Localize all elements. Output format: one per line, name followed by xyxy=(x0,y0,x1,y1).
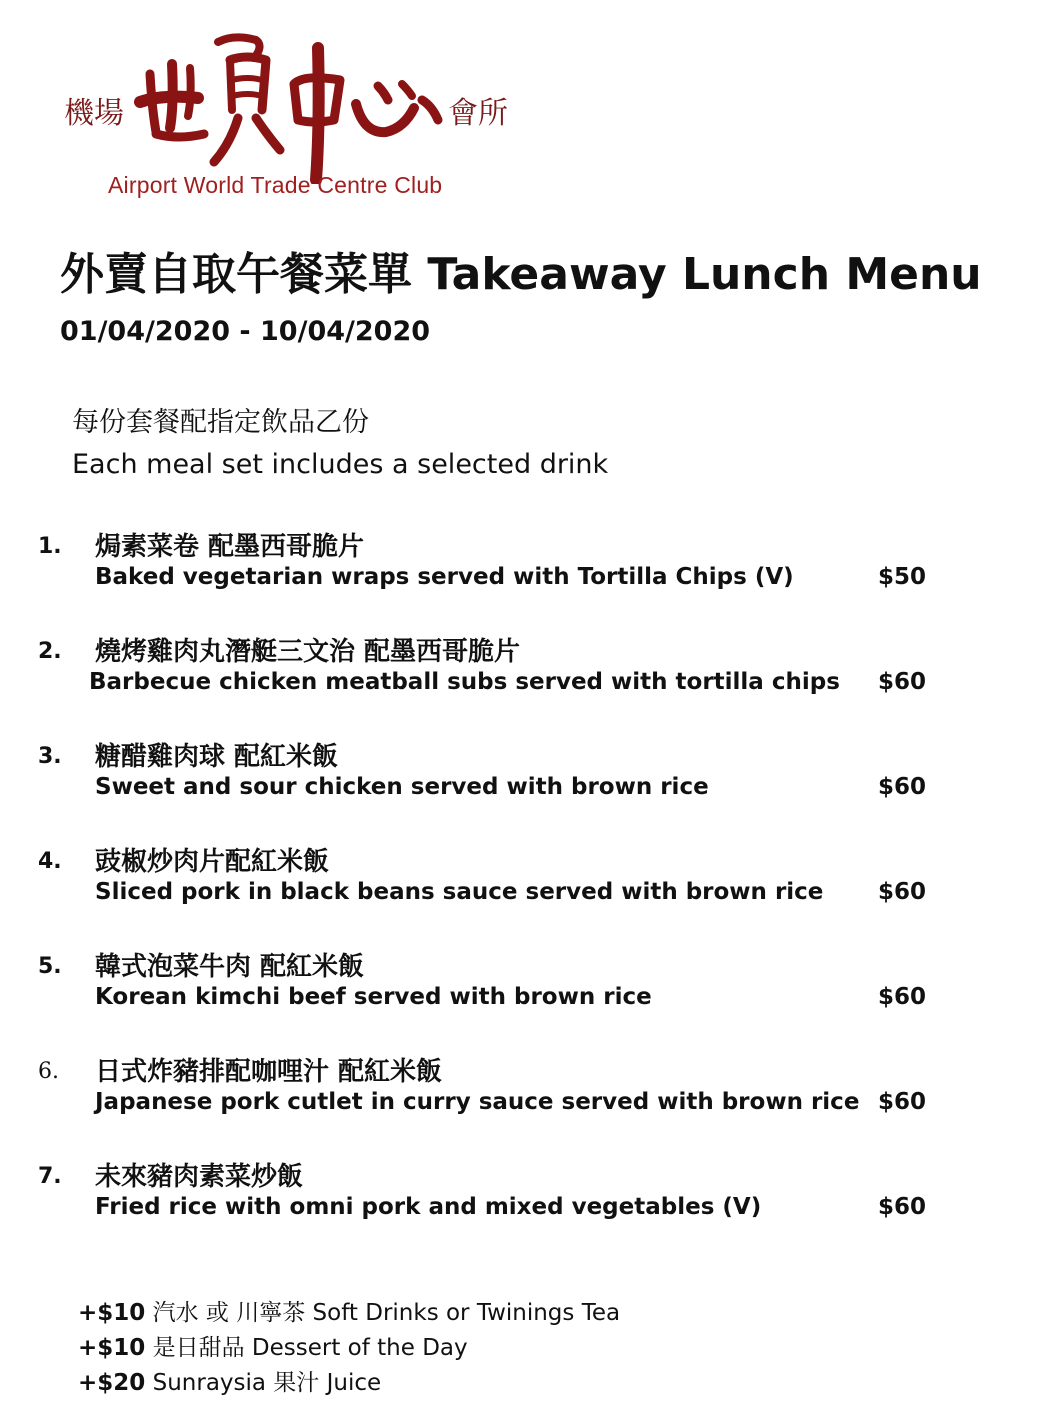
menu-item-name-en: Sweet and sour chicken served with brown rice xyxy=(95,774,709,800)
menu-list xyxy=(0,522,1062,1257)
addon-text: 汽水 或 川寧茶 Soft Drinks or Twinings Tea xyxy=(152,1300,621,1326)
menu-item-name-en: Japanese pork cutlet in curry sauce served with brown rice xyxy=(95,1089,860,1115)
logo-brush-calligraphy xyxy=(134,24,444,184)
logo-left-text: 機場 xyxy=(64,96,124,131)
menu-item-price: $60 xyxy=(878,984,927,1010)
addon-row xyxy=(78,1366,620,1401)
menu-item-name-zh: 未來豬肉素菜炒飯 xyxy=(95,1162,304,1192)
drink-note-en: Each meal set includes a selected drink xyxy=(72,449,609,480)
addon-row xyxy=(78,1331,620,1366)
menu-item xyxy=(0,1047,1062,1152)
menu-item-number: 3. xyxy=(38,744,62,769)
logo-english-name: Airport World Trade Centre Club xyxy=(108,172,443,198)
menu-title: 外賣自取午餐菜單 Takeaway Lunch Menu xyxy=(60,249,982,300)
menu-item xyxy=(0,837,1062,942)
drink-note-zh: 每份套餐配指定飲品乙份 xyxy=(72,407,369,438)
menu-item-number: 7. xyxy=(38,1164,62,1189)
addon-row xyxy=(78,1296,620,1331)
menu-item-name-en: Barbecue chicken meatball subs served with tortilla chips xyxy=(89,669,840,695)
menu-item-name-zh: 糖醋雞肉球 配紅米飯 xyxy=(95,742,339,772)
addon-text: 是日甜品 Dessert of the Day xyxy=(152,1335,468,1361)
addons-list xyxy=(78,1296,620,1401)
menu-item-name-zh: 日式炸豬排配咖哩汁 配紅米飯 xyxy=(95,1057,443,1087)
menu-date-range: 01/04/2020 - 10/04/2020 xyxy=(60,316,431,347)
menu-item-number: 1. xyxy=(38,534,62,559)
addon-amount: +$10 xyxy=(78,1335,146,1361)
menu-item-name-zh: 韓式泡菜牛肉 配紅米飯 xyxy=(95,952,365,982)
menu-item xyxy=(0,732,1062,837)
menu-item-number: 2. xyxy=(38,639,62,664)
menu-item-number: 6. xyxy=(38,1059,59,1084)
menu-item-number: 4. xyxy=(38,849,62,874)
club-logo xyxy=(60,20,530,205)
menu-item-name-en: Baked vegetarian wraps served with Tortilla Chips (V) xyxy=(95,564,794,590)
menu-item-number: 5. xyxy=(38,954,62,979)
addon-text: Sunraysia 果汁 Juice xyxy=(152,1370,382,1396)
menu-item xyxy=(0,1152,1062,1257)
menu-item-price: $60 xyxy=(878,669,927,695)
menu-item-price: $50 xyxy=(878,564,927,590)
menu-item-price: $60 xyxy=(878,1194,927,1220)
menu-item xyxy=(0,627,1062,732)
menu-item-price: $60 xyxy=(878,879,927,905)
menu-item-price: $60 xyxy=(878,1089,927,1115)
menu-item-name-en: Fried rice with omni pork and mixed vegetables (V) xyxy=(95,1194,762,1220)
menu-item-price: $60 xyxy=(878,774,927,800)
logo-right-text: 會所 xyxy=(448,96,508,131)
menu-item-name-en: Sliced pork in black beans sauce served with brown rice xyxy=(95,879,824,905)
menu-item-name-en: Korean kimchi beef served with brown rice xyxy=(95,984,652,1010)
menu-item-name-zh: 豉椒炒肉片配紅米飯 xyxy=(95,847,330,877)
drink-note xyxy=(72,402,608,486)
menu-item-name-zh: 燒烤雞肉丸潛艇三文治 配墨西哥脆片 xyxy=(95,637,521,667)
menu-item xyxy=(0,522,1062,627)
menu-item xyxy=(0,942,1062,1047)
menu-item-name-zh: 焗素菜卷 配墨西哥脆片 xyxy=(95,532,365,562)
addon-amount: +$20 xyxy=(78,1370,146,1396)
addon-amount: +$10 xyxy=(78,1300,146,1326)
